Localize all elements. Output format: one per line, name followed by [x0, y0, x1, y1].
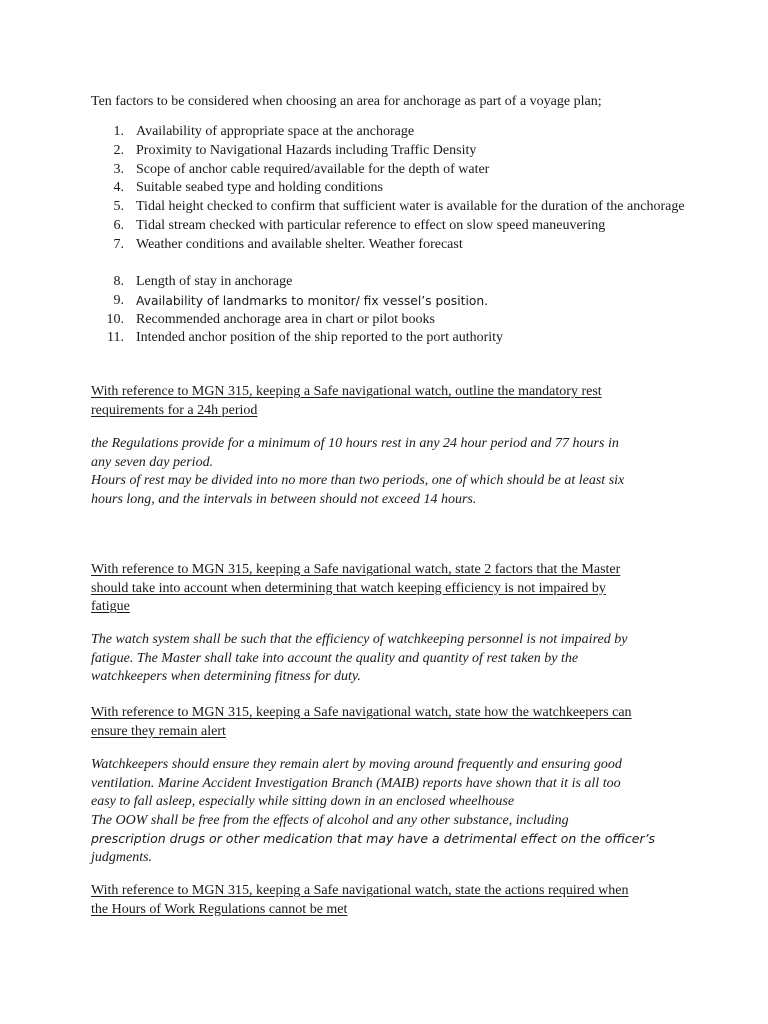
answer-rest-requirements: [91, 435, 691, 509]
answer-line: Watchkeepers should ensure they remain alert by moving around frequently and ensuring good: [91, 757, 622, 772]
answer-line: hours long, and the intervals in between should not exceed 14 hours.: [91, 491, 477, 507]
answer-line: The OOW shall be free from the effects of alcohol and any other substance, including: [91, 812, 569, 828]
question-hours-of-work: [91, 882, 691, 919]
list-item-number: 4.: [113, 180, 124, 196]
question-remain-alert: [91, 704, 691, 741]
list-item-number: 5.: [113, 199, 124, 215]
list-item-text: Availability of landmarks to monitor/ fix vessel’s position.: [136, 293, 489, 308]
list-item: [0, 273, 768, 292]
list-item: [0, 142, 768, 161]
list-item: [0, 311, 768, 330]
list-item-text: Tidal height checked to confirm that sufficient water is available for the duration of the anchorage: [136, 199, 685, 215]
list-item: [0, 329, 768, 348]
answer-line: prescription drugs or other medication that may have a detrimental effect on the officer’s: [91, 831, 656, 846]
list-item: [0, 161, 768, 180]
question-line: With reference to MGN 315, keeping a Safe navigational watch, outline the mandatory rest: [91, 384, 602, 399]
answer-remain-alert: [91, 756, 691, 867]
list-item: [0, 123, 768, 142]
intro-text: Ten factors to be considered when choosing an area for anchorage as part of a voyage plan;: [91, 94, 602, 109]
question-line: ensure they remain alert: [91, 723, 226, 739]
question-line: fatigue: [91, 599, 130, 614]
question-rest-requirements: [91, 383, 691, 420]
list-item-number: 7.: [113, 236, 124, 252]
list-item-text: Weather conditions and available shelter. Weather forecast: [136, 236, 463, 252]
answer-line: watchkeepers when determining fitness for duty.: [91, 669, 361, 684]
question-line: With reference to MGN 315, keeping a Safe navigational watch, state how the watchkeepers can: [91, 705, 632, 720]
list-item-number: 6.: [113, 217, 124, 233]
list-item-text: Proximity to Navigational Hazards including Traffic Density: [136, 142, 477, 158]
answer-line: The watch system shall be such that the efficiency of watchkeeping personnel is not impaired by: [91, 632, 628, 647]
answer-fatigue-factors: [91, 631, 691, 687]
question-line: With reference to MGN 315, keeping a Safe navigational watch, state the actions required when: [91, 883, 629, 898]
list-item-text: Recommended anchorage area in chart or pilot books: [136, 311, 435, 327]
anchorage-factors-list-2: [0, 273, 768, 348]
list-item-number: 2.: [113, 142, 124, 158]
question-line: should take into account when determining that watch keeping efficiency is not impaired by: [91, 580, 606, 596]
list-item: [0, 198, 768, 217]
answer-line: judgments.: [91, 849, 153, 865]
question-fatigue-factors: [91, 561, 691, 617]
list-item: [0, 236, 768, 255]
list-item-text: Availability of appropriate space at the anchorage: [136, 124, 415, 139]
answer-line: easy to fall asleep, especially while sitting down in an enclosed wheelhouse: [91, 794, 515, 809]
answer-line: ventilation. Marine Accident Investigation Branch (MAIB) reports have shown that it is all too: [91, 775, 621, 791]
list-item-text: Intended anchor position of the ship reported to the port authority: [136, 330, 504, 346]
list-item: [0, 179, 768, 198]
answer-line: Hours of rest may be divided into no more than two periods, one of which should be at least six: [91, 473, 625, 488]
list-item-number: 9.: [113, 292, 124, 308]
list-item-text: Scope of anchor cable required/available for the depth of water: [136, 161, 490, 177]
question-line: requirements for a 24h period: [91, 402, 258, 418]
answer-line: any seven day period.: [91, 454, 214, 470]
answer-line: fatigue. The Master shall take into account the quality and quantity of rest taken by the: [91, 650, 579, 666]
list-item: [0, 292, 768, 311]
question-line: the Hours of Work Regulations cannot be met: [91, 901, 348, 917]
list-item-number: 1.: [113, 124, 124, 139]
question-line: With reference to MGN 315, keeping a Safe navigational watch, state 2 factors that the Master: [91, 562, 621, 577]
list-item-number: 8.: [113, 274, 124, 289]
list-item-number: 11.: [107, 330, 124, 346]
list-item-text: Length of stay in anchorage: [136, 274, 293, 289]
list-item-number: 10.: [106, 311, 124, 327]
list-item-text: Suitable seabed type and holding conditions: [136, 180, 383, 196]
list-item-number: 3.: [113, 161, 124, 177]
answer-line: the Regulations provide for a minimum of 10 hours rest in any 24 hour period and 77 hours in: [91, 436, 619, 451]
list-item-text: Tidal stream checked with particular reference to effect on slow speed maneuvering: [136, 217, 606, 233]
anchorage-factors-list-1: [0, 123, 768, 255]
list-item: [0, 217, 768, 236]
